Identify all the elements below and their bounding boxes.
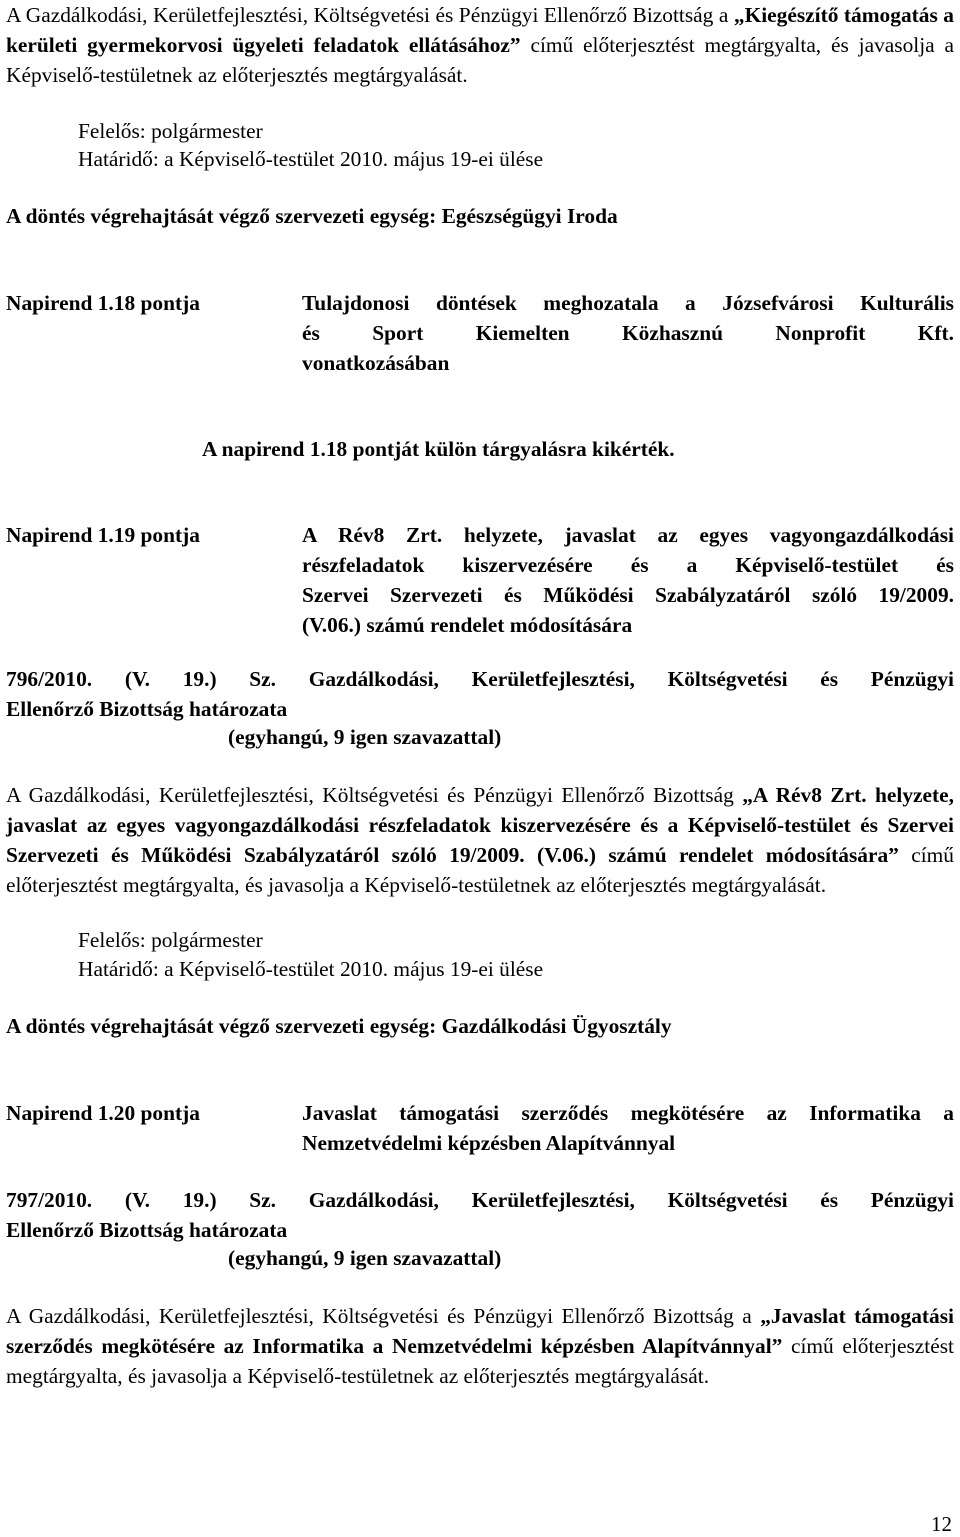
executor-line: A döntés végrehajtását végző szervezeti egység: Gazdálkodási Ügyosztály	[6, 1014, 672, 1038]
resolution-type: Ellenőrző Bizottság határozata	[6, 1218, 288, 1242]
agenda-title-line: Szervei Szervezeti és Működési Szabályzatáról szóló 19/2009.	[302, 583, 954, 607]
deadline-line: Határidő: a Képviselő-testület 2010. május 19-ei ülése	[78, 957, 544, 981]
resolution-preamble: A Gazdálkodási, Kerületfejlesztési, Költségvetési és Pénzügyi Ellenőrző Bizottság a	[6, 3, 729, 27]
vote-result: (egyhangú, 9 igen szavazattal)	[228, 725, 502, 749]
resolution-heading	[6, 1185, 954, 1245]
resolution-heading	[6, 664, 954, 724]
agenda-title-line: Javaslat támogatási szerződés megkötésére az Informatika a	[302, 1101, 954, 1125]
agenda-title-line: vonatkozásában	[302, 351, 450, 375]
responsible-line: Felelős: polgármester	[78, 928, 263, 952]
agenda-title-line: Tulajdonosi döntések meghozatala a Józsefvárosi Kulturális	[302, 291, 954, 315]
resolution-preamble: A Gazdálkodási, Kerületfejlesztési, Költségvetési és Pénzügyi Ellenőrző Bizottság	[6, 783, 734, 807]
responsible-line: Felelős: polgármester	[78, 119, 263, 143]
agenda-title-line: és Sport Kiemelten Közhasznú Nonprofit Kft.	[302, 321, 954, 345]
agenda-title-line: Nemzetvédelmi képzésben Alapítvánnyal	[302, 1131, 676, 1155]
agenda-title-line: A Rév8 Zrt. helyzete, javaslat az egyes vagyongazdálkodási	[302, 523, 954, 547]
agenda-item-title	[302, 1098, 954, 1158]
resolution-text-1	[6, 0, 954, 90]
agenda-item-label: Napirend 1.18 pontja	[6, 291, 200, 315]
resolution-text-3	[6, 1301, 954, 1391]
resolution-conclusion: című előterjesztést megtárgyalta, és javasolja a Képviselő-testületnek az előterjesztés megtárgyalását.	[6, 843, 954, 897]
resolution-conclusion: című előterjesztést megtárgyalta, és javasolja a Képviselő-testületnek az előterjesztés megtárgyalását.	[6, 33, 954, 87]
proposal-title: „Kiegészítő támogatás a kerületi gyermekorvosi ügyeleti feladatok ellátásához”	[6, 3, 954, 57]
resolution-number: 796/2010. (V. 19.) Sz. Gazdálkodási, Kerületfejlesztési, Költségvetési és Pénzügyi	[6, 667, 954, 691]
agenda-item-label: Napirend 1.20 pontja	[6, 1101, 200, 1125]
agenda-title-line: részfeladatok kiszervezésére és a Képviselő-testület és	[302, 553, 954, 577]
executor-line: A döntés végrehajtását végző szervezeti egység: Egészségügyi Iroda	[6, 204, 618, 228]
proposal-title: „Javaslat támogatási szerződés megkötésére az Informatika a Nemzetvédelmi képzésben Alapítvánnyal”	[6, 1304, 954, 1358]
deadline-line: Határidő: a Képviselő-testület 2010. május 19-ei ülése	[78, 147, 544, 171]
agenda-item-label: Napirend 1.19 pontja	[6, 523, 200, 547]
agenda-item-title	[302, 288, 954, 378]
resolution-number: 797/2010. (V. 19.) Sz. Gazdálkodási, Kerületfejlesztési, Költségvetési és Pénzügyi	[6, 1188, 954, 1212]
agenda-item-title	[302, 520, 954, 640]
vote-result: (egyhangú, 9 igen szavazattal)	[228, 1246, 502, 1270]
proposal-title: „A Rév8 Zrt. helyzete, javaslat az egyes vagyongazdálkodási részfeladatok kiszervezésére és a Képviselő-testület és Szervei Szervezeti és Működési Szabályzatáról szóló 19/2009. (V.06.) számú rendelet módosítására”	[6, 783, 954, 867]
resolution-text-2	[6, 780, 954, 900]
resolution-type: Ellenőrző Bizottság határozata	[6, 697, 288, 721]
page-number: 12	[931, 1512, 952, 1536]
agenda-note: A napirend 1.18 pontját külön tárgyalásra kikérték.	[202, 437, 675, 461]
resolution-conclusion: című előterjesztést megtárgyalta, és javasolja a Képviselő-testületnek az előterjesztés megtárgyalását.	[6, 1334, 955, 1388]
agenda-title-line: (V.06.) számú rendelet módosítására	[302, 613, 633, 637]
resolution-preamble: A Gazdálkodási, Kerületfejlesztési, Költségvetési és Pénzügyi Ellenőrző Bizottság a	[6, 1304, 752, 1328]
